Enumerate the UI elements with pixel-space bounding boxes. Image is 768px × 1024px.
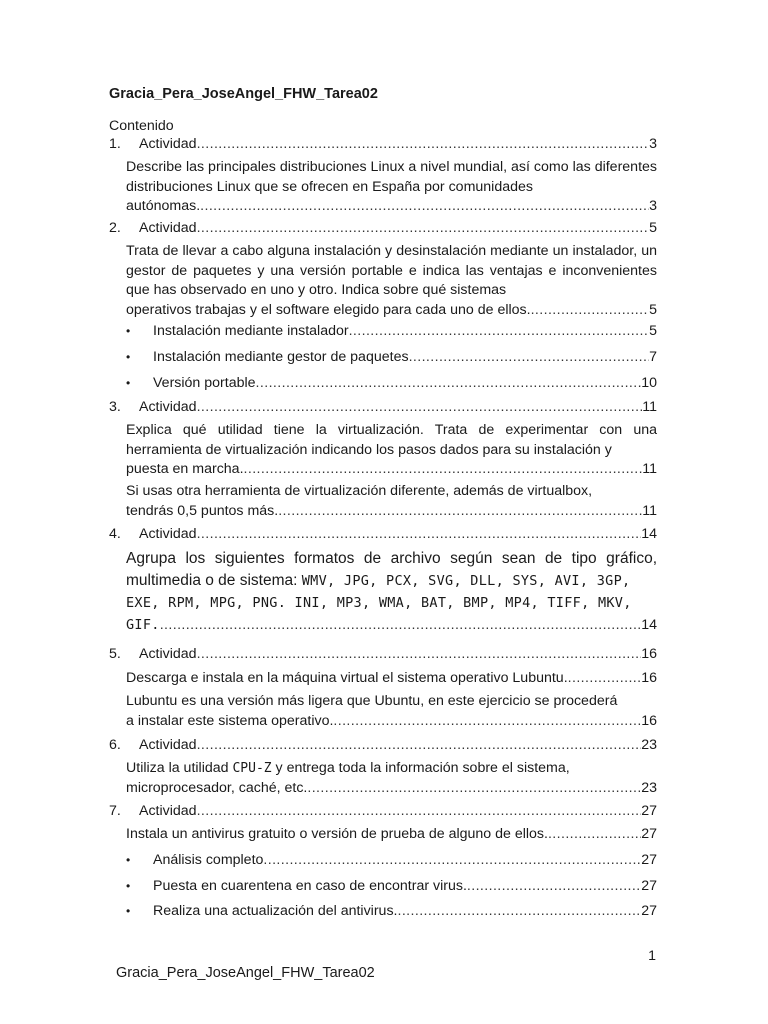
bullet-icon: • — [126, 376, 131, 390]
toc-entry-activity-4[interactable]: 4. Actividad ..... 14 — [109, 525, 657, 544]
toc-entry-quarantine[interactable]: • Puesta en cuarentena en caso de encontrar virus. ..... 27 — [126, 877, 657, 896]
bullet-icon: • — [126, 853, 131, 867]
toc-entry-install-antivirus[interactable]: Instala un antivirus gratuito o versión de prueba de alguno de ellos. ..... 27 — [126, 825, 657, 845]
toc-entry-activity-3[interactable]: 3. Actividad ..... 11 — [109, 398, 657, 417]
contents-heading: Contenido — [109, 118, 174, 134]
toc-entry-antivirus-update[interactable]: • Realiza una actualización del antivirus. ..... 27 — [126, 902, 657, 921]
bullet-icon: • — [126, 350, 131, 364]
toc-entry-full-scan[interactable]: • Análisis completo ..... 27 — [126, 851, 657, 870]
toc-entry-cpu-z[interactable]: Utiliza la utilidad CPU-Z y entrega toda la información sobre el sistema, microprocesador, caché, etc. ..... 23 — [126, 759, 657, 798]
bullet-icon: • — [126, 904, 131, 918]
toc-entry-activity-6[interactable]: 6. Actividad ..... 23 — [109, 736, 657, 755]
toc-entry-install-lubuntu[interactable]: Descarga e instala en la máquina virtual el sistema operativo Lubuntu. ..... 16 — [126, 669, 657, 689]
toc-entry-file-formats[interactable]: Agrupa los siguientes formatos de archivo según sean de tipo gráfico, multimedia o de sistema: WMV, JPG, PCX, SVG, DLL, SYS, AVI, 3GP, EXE, RPM, MPG, PNG. INI, MP3, WMA, BAT, BMP, MP4, TIFF, MKV, GIF. ..... 14 — [126, 548, 657, 636]
toc-entry-activity-1[interactable]: 1. Actividad ..... 3 — [109, 135, 657, 154]
toc-entry-install-uninstall[interactable]: Trata de llevar a cabo alguna instalación y desinstalación mediante un instalador, un gestor de paquetes y una versión portable e indica las ventajas e inconvenientes que has observado en uno y otro. Indica sobre qué sistemas operativos trabajas y el software elegido para cada uno de ellos. ..... 5 — [126, 242, 657, 320]
footer-title: Gracia_Pera_JoseAngel_FHW_Tarea02 — [116, 965, 375, 981]
toc-entry-activity-2[interactable]: 2. Actividad ..... 5 — [109, 219, 657, 238]
toc-entry-lubuntu-description[interactable]: Lubuntu es una versión más ligera que Ubuntu, en este ejercicio se procederá a instalar este sistema operativo. ..... 16 — [126, 692, 657, 731]
document-title: Gracia_Pera_JoseAngel_FHW_Tarea02 — [109, 86, 378, 102]
toc-entry-package-manager[interactable]: • Instalación mediante gestor de paquetes ..... 7 — [126, 348, 657, 367]
page-number: 1 — [648, 948, 656, 964]
toc-entry-activity-5[interactable]: 5. Actividad ..... 16 — [109, 645, 657, 664]
toc-entry-portable-version[interactable]: • Versión portable ..... 10 — [126, 374, 657, 393]
toc-entry-other-virtualization[interactable]: Si usas otra herramienta de virtualización diferente, además de virtualbox, tendrás 0,5 puntos más. ..... 11 — [126, 482, 657, 521]
toc-entry-installer[interactable]: • Instalación mediante instalador ..... 5 — [126, 322, 657, 341]
bullet-icon: • — [126, 879, 131, 893]
toc-entry-linux-distributions[interactable]: Describe las principales distribuciones Linux a nivel mundial, así como las diferentes distribuciones Linux que se ofrecen en España por comunidades autónomas. ..... 3 — [126, 158, 657, 217]
toc-entry-activity-7[interactable]: 7. Actividad ..... 27 — [109, 802, 657, 821]
toc-entry-virtualization[interactable]: Explica qué utilidad tiene la virtualización. Trata de experimentar con una herramienta de virtualización indicando los pasos dados para su instalación y puesta en marcha. ..... 11 — [126, 421, 657, 480]
bullet-icon: • — [126, 324, 131, 338]
